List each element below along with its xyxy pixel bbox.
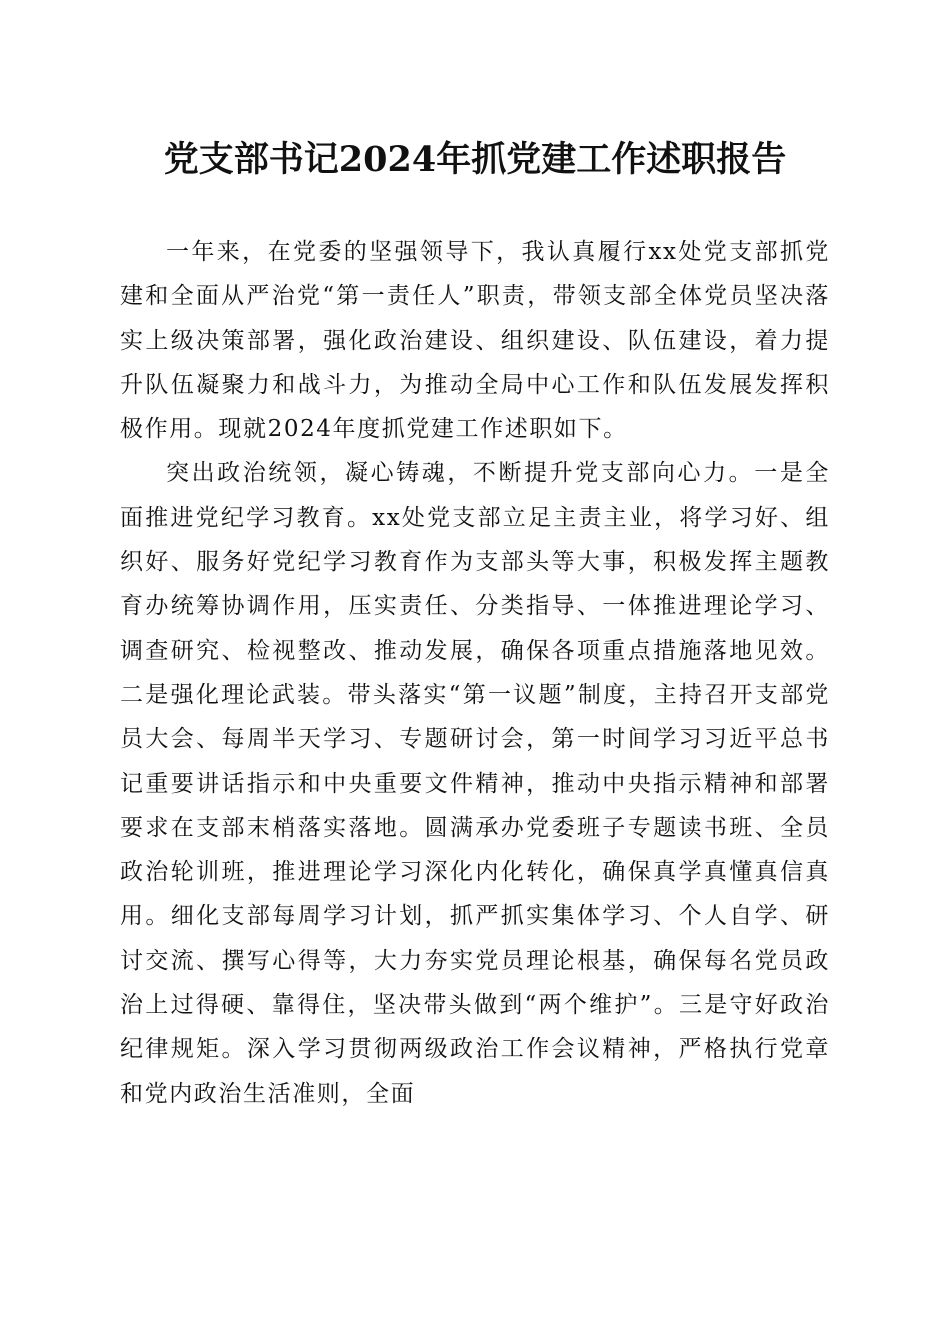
paragraph-intro: 一年来，在党委的坚强领导下，我认真履行xx处党支部抓党建和全面从严治党“第一责任人”职责，带领支部全体党员坚决落实上级决策部署，强化政治建设、组织建设、队伍建设，着力提升队伍凝聚力和战斗力，为推动全局中心工作和队伍发展发挥积极作用。现就2024年度抓党建工作述职如下。: [120, 239, 830, 443]
document-title: 党支部书记2024年抓党建工作述职报告: [163, 139, 787, 180]
document-body: [120, 230, 830, 1116]
paragraph-political-leadership: 突出政治统领，凝心铸魂，不断提升党支部向心力。一是全面推进党纪学习教育。xx处党支部立足主责主业，将学习好、组织好、服务好党纪学习教育作为支部头等大事，积极发挥主题教育办统筹协调作用，压实责任、分类指导、一体推进理论学习、调查研究、检视整改、推动发展，确保各项重点措施落地见效。二是强化理论武装。带头落实“第一议题”制度，主持召开支部党员大会、每周半天学习、专题研讨会，第一时间学习习近平总书记重要讲话指示和中央重要文件精神，推动中央指示精神和部署要求在支部末梢落实落地。圆满承办党委班子专题读书班、全员政治轮训班，推进理论学习深化内化转化，确保真学真懂真信真用。细化支部每周学习计划，抓严抓实集体学习、个人自学、研讨交流、撰写心得等，大力夯实党员理论根基，确保每名党员政治上过得硬、靠得住，坚决带头做到“两个维护”。三是守好政治纪律规矩。深入学习贯彻两级政治工作会议精神，严格执行党章和党内政治生活准则，全面: [120, 460, 830, 1107]
